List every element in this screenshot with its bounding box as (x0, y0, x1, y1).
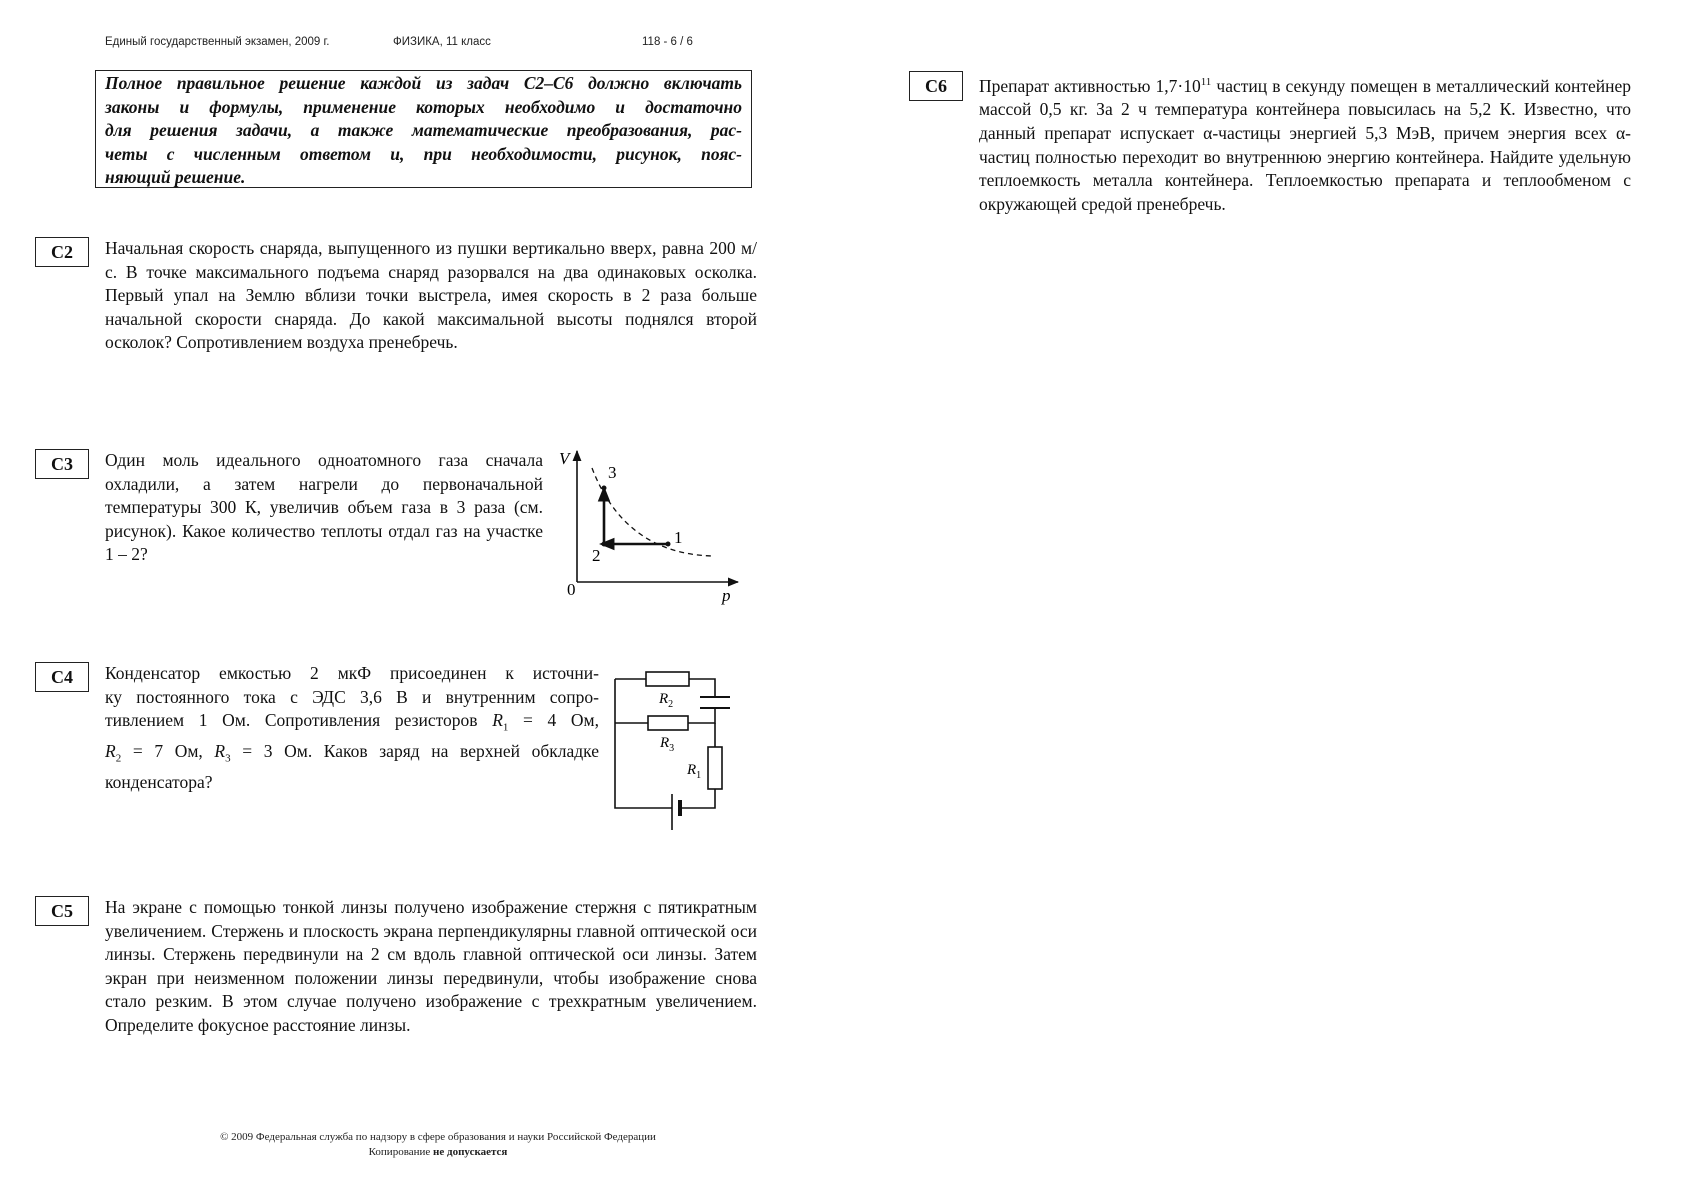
task-c4-line: тивлением 1 Ом. Сопротивления резисторов $R_1 = 4$ Ом, (105, 710, 599, 734)
point-3-label: 3 (608, 463, 617, 482)
instructions-line: четы с численным ответом и, при необходимости, рисунок, пояс- (105, 143, 742, 164)
task-c4-line: Конденсатор емкостью 2 мкФ присоединен к источни- (105, 663, 599, 683)
header-subject: ФИЗИКА, 11 класс (393, 36, 491, 48)
r1-label: $R_1$ (687, 762, 702, 781)
task-c4-line: ку постоянного тока с ЭДС 3,6 В и внутренним сопро- (105, 686, 599, 707)
wire-bottom-right (680, 789, 715, 808)
task-label-c3: С3 (35, 449, 89, 479)
task-text-c3: Один моль идеального одноатомного газа сначала охладили, а затем нагрели до первоначальной температуры 300 К, увеличив объем газа в 3 раза (см. рисунок). Какое количество теплоты отдал газ на участке 1 – 2? (105, 450, 543, 565)
wire-cap-r3 (688, 708, 715, 723)
task-text-c5: На экране с помощью тонкой линзы получено изображение стержня с пятикратным увеличением. Стержень и плоскость экрана перпендикулярны главной оптической оси линзы. Стержень передвинули на 2 см вдоль главной оптической оси линзы. Затем экран при неизменном положении линзы передвинули, чтобы изображение снова стало резким. В этом случае получено изображение с трехкратным увеличением. Определите фокусное расстояние линзы. (105, 897, 757, 1035)
state-point-2 (602, 542, 607, 547)
point-1-label: 1 (674, 528, 683, 547)
task-text-c2: Начальная скорость снаряда, выпущенного из пушки вертикально вверх, равна 200 м/с. В точке максимального подъема снаряд разорвался на два одинаковых осколка. Первый упал на Землю вблизи точки выстрела, имея скорость в 2 раза больше начальной скорости снаряда. До какой максимальной высоты поднялся второй осколок? Сопротивлением воздуха пренебречь. (105, 238, 757, 353)
axis-p-label: p (722, 586, 731, 605)
r3-label: $R_3$ (660, 735, 675, 754)
footer-copyright: © 2009 Федеральная служба по надзору в сфере образования и науки Российской Федерации (220, 1131, 656, 1143)
instructions-line: законы и формулы, применение которых необходимо и достаточно (105, 96, 742, 117)
point-2-label: 2 (592, 546, 601, 565)
resistor-r3 (648, 716, 688, 730)
instructions-line: Полное правильное решение каждой из задач С2–С6 должно включать (105, 73, 742, 93)
task-label-c4: С4 (35, 662, 89, 692)
task-text-c4 (105, 662, 599, 795)
instructions-line: няющий решение. (105, 167, 246, 188)
header-exam: Единый государственный экзамен, 2009 г. (105, 36, 330, 48)
state-point-1 (666, 542, 671, 547)
task-label-c6: С6 (909, 71, 963, 101)
circuit-diagram (606, 662, 746, 834)
state-point-3 (602, 486, 607, 491)
task-label-c2: С2 (35, 237, 89, 267)
task-c4-line: $R_2 = 7$ Ом, $R_3 = 3$ Ом. Каков заряд на верхней обкладке (105, 741, 599, 765)
axis-v-label: V (559, 449, 570, 468)
instructions-line: для решения задачи, а также математические преобразования, рас- (105, 120, 742, 141)
pv-diagram (550, 444, 746, 610)
task-c4-line: конденсатора? (105, 772, 213, 793)
resistor-r1 (708, 747, 722, 789)
wire-top-right (689, 679, 715, 697)
header-page-number: 118 - 6 / 6 (642, 36, 693, 48)
resistor-r2 (646, 672, 689, 686)
origin-label: 0 (567, 580, 576, 599)
r2-label: $R_2$ (659, 691, 674, 710)
task-text-c6: Препарат активностью $1,7\cdot 10^{11}$ частиц в секунду помещен в металлический контейнер массой 0,5 кг. За 2 ч температура контейнера повысилась на 5,2 К. Известно, что данный препарат испускает α-частицы энергией 5,3 МэВ, причем энергия всех α-частиц полностью переходит во внутреннюю энергию контейнера. Найдите удельную теплоемкость металла контейнера. Теплоемкостью препарата и теплообменом с окружающей средой пренебречь. (979, 75, 1631, 214)
task-label-c5: С5 (35, 896, 89, 926)
instructions-box (95, 70, 752, 188)
footer-copying-note: Копирование не допускается (368, 1146, 508, 1158)
